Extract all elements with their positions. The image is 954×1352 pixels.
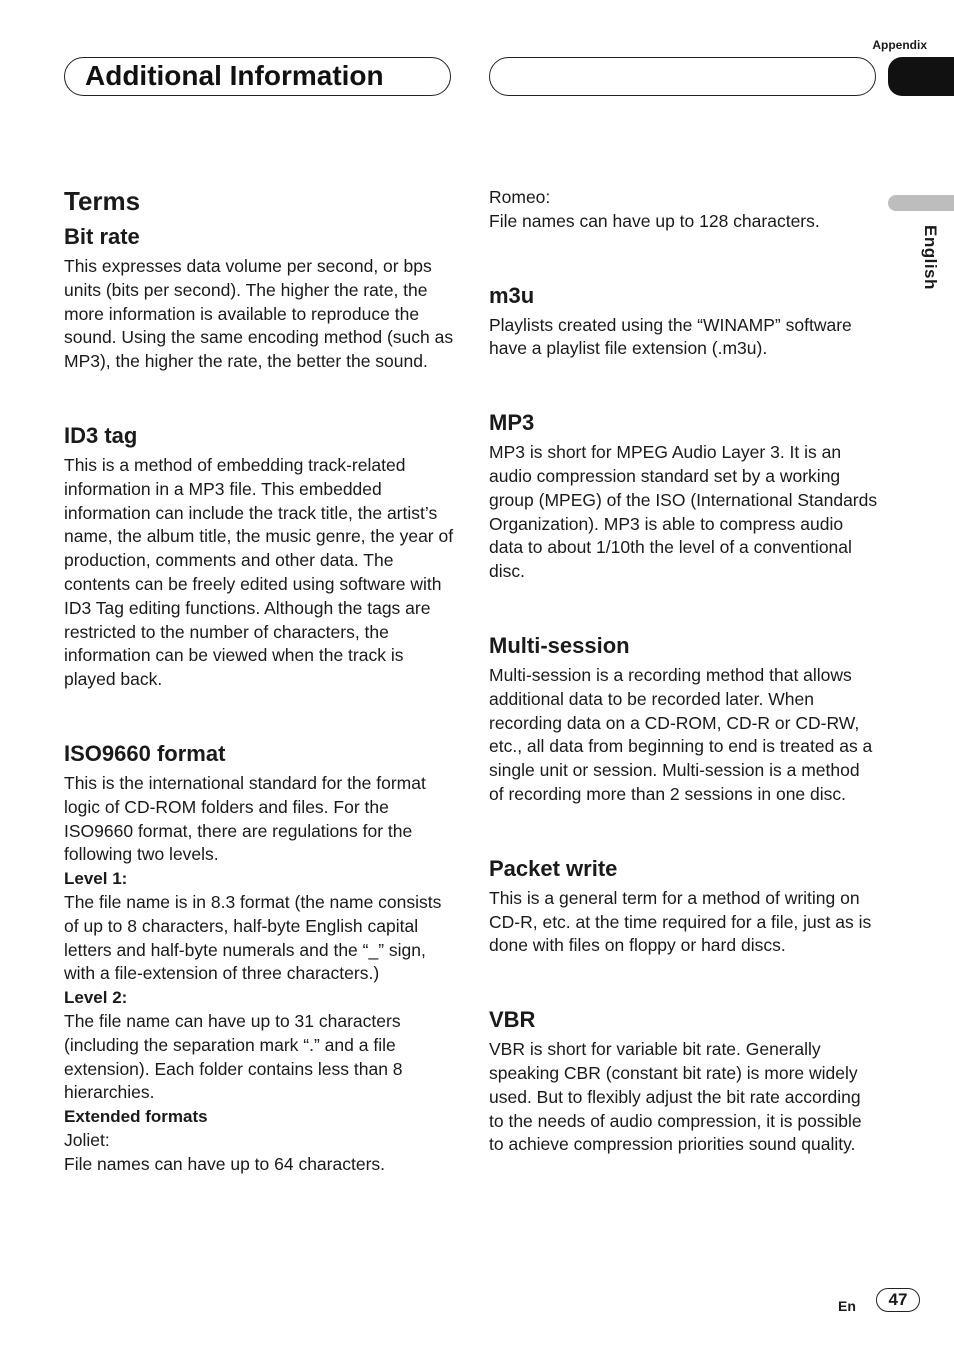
page-title: Terms bbox=[64, 186, 141, 216]
term-body: This expresses data volume per second, or bps units (bits per second). The higher the rate, the more information is available to reproduce the sound. Using the same encoding method (such as MP3), the higher the rate, the better the sound. bbox=[64, 256, 454, 372]
term-body: Multi-session is a recording method that allows additional data to be recorded later. When recording data on a CD-ROM, CD-R or CD-RW, etc., all data from beginning to end is treated as a single unit or session. Multi-session is a method of recording more than 2 sessions in one disc. bbox=[489, 664, 873, 804]
level1-body: The file name is in 8.3 format (the name consists of up to 8 characters, half-byte English capital letters and half-byte numerals and the “_” sign, with a file-extension of three characters.) bbox=[64, 891, 442, 984]
romeo-label: Romeo: bbox=[489, 187, 551, 207]
section-title: Additional Information bbox=[85, 60, 384, 91]
term-body: Playlists created using the “WINAMP” software have a playlist file extension (.m3u). bbox=[489, 314, 852, 359]
term-multi-session bbox=[489, 632, 879, 807]
term-id3-tag bbox=[64, 422, 454, 692]
level2-body: The file name can have up to 31 characters (including the separation mark “.” and a file extension). Each folder contains less than 8 hierarchies. bbox=[64, 1010, 403, 1103]
joliet-body: File names can have up to 64 characters. bbox=[64, 1153, 386, 1174]
left-column bbox=[64, 186, 454, 1225]
term-body: This is a general term for a method of writing on CD-R, etc. at the time required for a file, just as is done with files on floppy or hard discs. bbox=[489, 887, 872, 956]
term-heading: ISO9660 format bbox=[64, 740, 226, 766]
level1-label: Level 1: bbox=[64, 869, 128, 889]
footer-language-code: En bbox=[838, 1298, 856, 1314]
header-empty-frame bbox=[489, 57, 876, 96]
term-body: VBR is short for variable bit rate. Generally speaking CBR (constant bit rate) is more widely used. But to flexibly adjust the bit rate according to the needs of audio compression, it is possible to achieve compression priorities sound quality. bbox=[489, 1039, 862, 1155]
romeo-block bbox=[489, 186, 879, 234]
romeo-body: File names can have up to 128 characters. bbox=[489, 210, 820, 231]
language-tab-marker bbox=[888, 195, 954, 211]
term-body: This is the international standard for the format logic of CD-ROM folders and files. For the ISO9660 format, there are regulations for the following two levels. bbox=[64, 772, 426, 865]
language-label: English bbox=[921, 225, 940, 290]
extended-formats-label: Extended formats bbox=[64, 1107, 208, 1127]
term-body: MP3 is short for MPEG Audio Layer 3. It is an audio compression standard set by a working group (MPEG) of the ISO (International Standards Organization). MP3 is able to compress audio data to about 1/10th the level of a conventional disc. bbox=[489, 442, 878, 582]
appendix-label: Appendix bbox=[872, 38, 927, 52]
term-vbr bbox=[489, 1006, 879, 1157]
term-heading: Bit rate bbox=[64, 224, 140, 249]
term-m3u bbox=[489, 282, 879, 362]
term-heading: MP3 bbox=[489, 410, 535, 436]
joliet-label: Joliet: bbox=[64, 1129, 110, 1150]
page-number: 47 bbox=[876, 1288, 920, 1312]
term-iso9660 bbox=[64, 740, 454, 1177]
section-tab-marker bbox=[888, 57, 954, 96]
section-title-frame bbox=[64, 57, 451, 96]
term-heading: VBR bbox=[489, 1007, 536, 1033]
term-bit-rate bbox=[64, 223, 454, 374]
term-heading: Multi-session bbox=[489, 632, 630, 658]
term-packet-write bbox=[489, 855, 879, 958]
term-heading: ID3 tag bbox=[64, 422, 138, 448]
level2-label: Level 2: bbox=[64, 988, 128, 1008]
term-heading: m3u bbox=[489, 282, 535, 308]
term-body: This is a method of embedding track-related information in a MP3 file. This embedded information can include the track title, the artist’s name, the album title, the music genre, the year of production, comments and other data. The contents can be freely edited using software with ID3 Tag editing functions. Although the tags are restricted to the number of characters, the information can be viewed when the track is played back. bbox=[64, 454, 454, 690]
term-heading: Packet write bbox=[489, 855, 618, 881]
term-mp3 bbox=[489, 409, 879, 584]
right-column bbox=[489, 186, 879, 1205]
